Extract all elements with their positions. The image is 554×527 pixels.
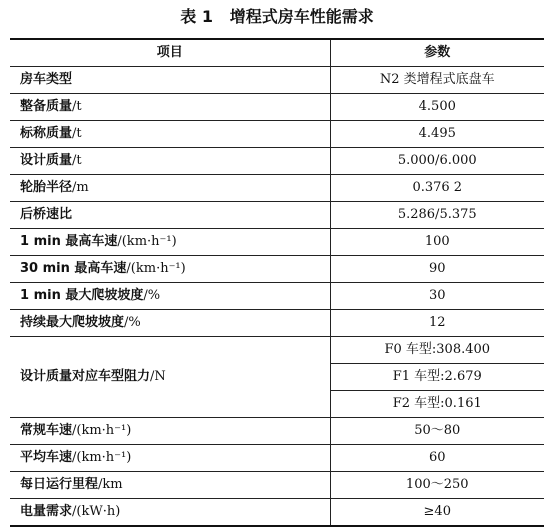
row-value: N2 类增程式底盘车 (330, 67, 544, 94)
row-value: 60 (330, 445, 544, 472)
item-name: 设计质量 (20, 153, 73, 168)
row-item (10, 121, 330, 148)
table-row (10, 310, 544, 337)
header-item: 项目 (156, 45, 183, 60)
table-row (10, 121, 544, 148)
item-unit: /% (143, 288, 161, 303)
table-row (10, 148, 544, 175)
item-unit: /(km·h⁻¹) (117, 234, 177, 249)
row-value: 4.495 (330, 121, 544, 148)
item-unit: /m (72, 180, 89, 195)
row-value: 90 (330, 256, 544, 283)
row-item (10, 418, 330, 445)
item-unit: /% (124, 315, 141, 330)
row-item (10, 445, 330, 472)
item-unit: /(km·h⁻¹) (72, 450, 132, 465)
item-unit: /(km·h⁻¹) (126, 261, 186, 276)
row-value: ≥40 (330, 499, 544, 527)
table-row (10, 283, 544, 310)
row-value: 50～80 (330, 418, 544, 445)
table-row (10, 418, 544, 445)
item-unit: /t (72, 153, 82, 168)
item-name: 房车类型 (20, 72, 73, 87)
row-value: 30 (330, 283, 544, 310)
item-name: 1 min 最高车速 (20, 234, 118, 249)
item-name: 30 min 最高车速 (20, 261, 127, 276)
row-value: 0.376 2 (330, 175, 544, 202)
item-name: 每日运行里程 (20, 477, 99, 492)
row-item (10, 148, 330, 175)
row-item (10, 310, 330, 337)
row-value: 12 (330, 310, 544, 337)
resistance-f0-value: F0 车型:308.400 (330, 337, 544, 364)
header-param: 参数 (330, 39, 544, 67)
table-row (10, 472, 544, 499)
item-unit: /km (98, 477, 123, 492)
table-row-resistance (10, 337, 544, 364)
row-value: 100 (330, 229, 544, 256)
item-name: 常规车速 (20, 423, 73, 438)
item-unit: /(kW·h) (72, 504, 121, 519)
row-item (10, 256, 330, 283)
item-name: 设计质量对应车型阻力 (20, 369, 151, 384)
row-item (10, 283, 330, 310)
item-name: 电量需求 (20, 504, 73, 519)
table-header-row (10, 39, 544, 67)
row-value: 100～250 (330, 472, 544, 499)
table-row (10, 445, 544, 472)
item-name: 整备质量 (20, 99, 73, 114)
item-name: 标称质量 (20, 126, 73, 141)
resistance-f2-value: F2 车型:0.161 (330, 391, 544, 418)
table-caption: 表 1 增程式房车性能需求 (180, 7, 374, 26)
row-item (10, 337, 330, 418)
item-unit: /N (150, 369, 166, 384)
row-item (10, 94, 330, 121)
resistance-f1-value: F1 车型:2.679 (330, 364, 544, 391)
item-name: 后桥速比 (20, 207, 73, 222)
table-row (10, 229, 544, 256)
table-row (10, 175, 544, 202)
table-row (10, 67, 544, 94)
item-name: 轮胎半径 (20, 180, 73, 195)
row-item (10, 67, 330, 94)
row-value: 4.500 (330, 94, 544, 121)
item-name: 平均车速 (20, 450, 73, 465)
item-unit: /t (72, 99, 82, 114)
item-name: 1 min 最大爬坡坡度 (20, 288, 144, 303)
item-unit: /t (72, 126, 82, 141)
item-unit: /(km·h⁻¹) (72, 423, 132, 438)
row-value: 5.000/6.000 (330, 148, 544, 175)
table-row (10, 256, 544, 283)
row-item (10, 202, 330, 229)
item-name: 持续最大爬坡坡度 (20, 315, 125, 330)
table-row (10, 94, 544, 121)
table-row (10, 202, 544, 229)
row-item (10, 499, 330, 527)
table-row (10, 499, 544, 527)
row-item (10, 472, 330, 499)
row-value: 5.286/5.375 (330, 202, 544, 229)
performance-requirements-table (10, 38, 544, 527)
row-item (10, 229, 330, 256)
row-item (10, 175, 330, 202)
